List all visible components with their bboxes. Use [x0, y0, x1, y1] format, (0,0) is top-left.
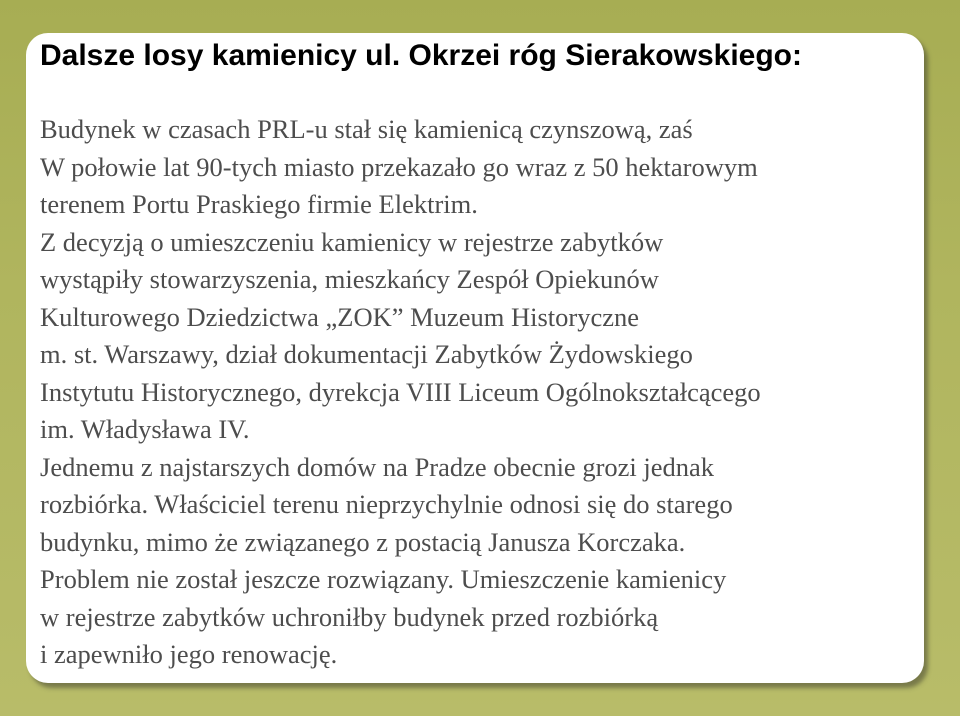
body-line: terenem Portu Praskiego firmie Elektrim. — [40, 189, 478, 219]
body-line: Instytutu Historycznego, dyrekcja VIII Liceum Ogólnokształcącego — [40, 376, 761, 407]
body-line: Problem nie został jeszcze rozwiązany. Umieszczenie kamienicy — [40, 564, 727, 594]
body-line: im. Władysława IV. — [40, 414, 250, 444]
body-line: m. st. Warszawy, dział dokumentacji Zabytków Żydowskiego — [40, 339, 693, 369]
body-line: Jednemu z najstarszych domów na Pradze obecnie grozi jednak — [40, 451, 715, 482]
body-line: w rejestrze zabytków uchroniłby budynek przed rozbiórką — [40, 601, 659, 632]
body-line: Kulturowego Dziedzictwa „ZOK” Muzeum Historyczne — [40, 301, 639, 332]
body-line: W połowie lat 90-tych miasto przekazało go wraz z 50 hektarowym — [40, 151, 758, 182]
body-line: budynku, mimo że związanego z postacią Janusza Korczaka. — [40, 526, 686, 557]
body-line: rozbiórka. Właściciel terenu nieprzychylnie odnosi się do starego — [40, 489, 733, 519]
body-line: wystąpiły stowarzyszenia, mieszkańcy Zespół Opiekunów — [40, 264, 659, 294]
slide-body — [40, 111, 920, 674]
slide-title: Dalsze losy kamienicy ul. Okrzei róg Sierakowskiego: — [40, 39, 802, 72]
slide-card — [26, 33, 924, 683]
body-line: Budynek w czasach PRL-u stał się kamienicą czynszową, zaś — [40, 114, 693, 144]
body-line: i zapewniło jego renowację. — [40, 639, 338, 669]
body-line: Z decyzją o umieszczeniu kamienicy w rejestrze zabytków — [40, 226, 664, 257]
